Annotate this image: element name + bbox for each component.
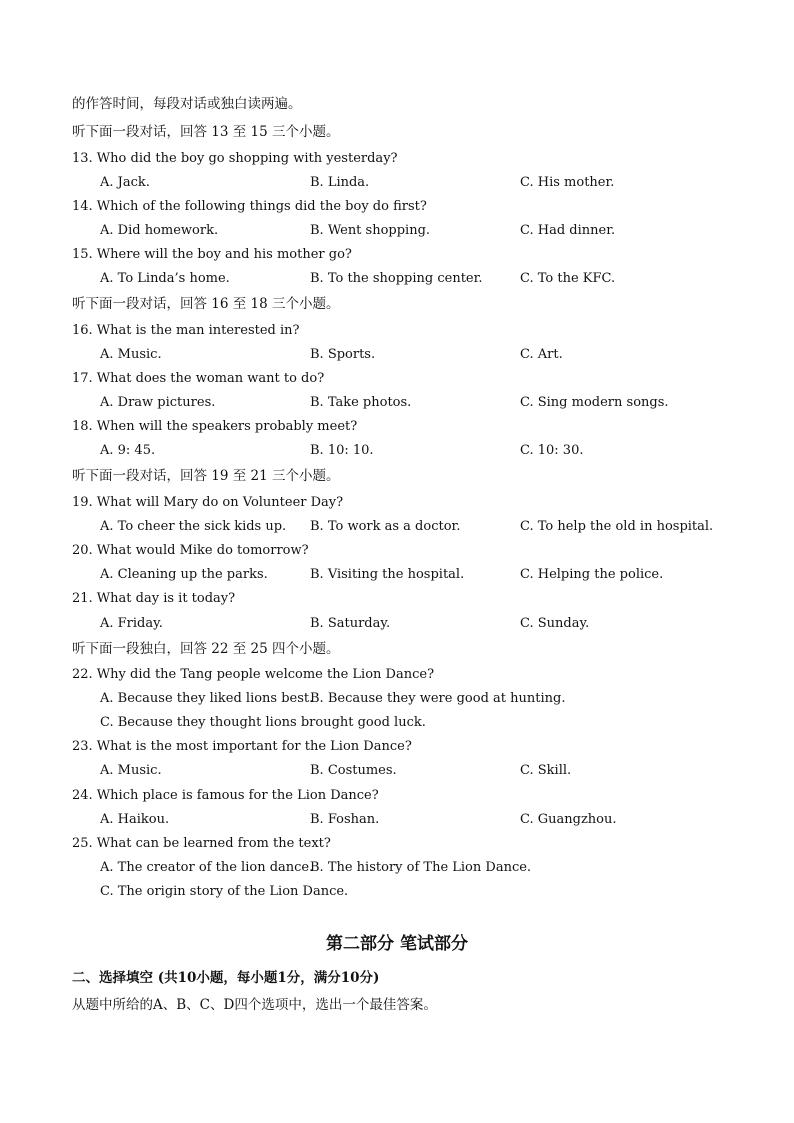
- option-20-c: C. Helping the police.: [520, 567, 664, 582]
- question-13: 13. Who did the boy go shopping with yesterday?: [72, 151, 398, 166]
- option-19-b: B. To work as a doctor.: [310, 519, 461, 534]
- option-24-a: A. Haikou.: [100, 812, 170, 827]
- option-19-c: C. To help the old in hospital.: [520, 519, 714, 534]
- option-20-b: B. Visiting the hospital.: [310, 567, 465, 582]
- question-15: 15. Where will the boy and his mother go?: [72, 247, 352, 262]
- section-instruction-2: 听下面一段对话，回答 16 至 18 三个小题。: [72, 296, 340, 312]
- option-20-a: A. Cleaning up the parks.: [100, 567, 268, 582]
- option-23-a: A. Music.: [100, 763, 162, 778]
- question-24: 24. Which place is famous for the Lion Dance?: [72, 788, 379, 803]
- option-25-b: B. The history of The Lion Dance.: [310, 860, 532, 875]
- question-20: 20. What would Mike do tomorrow?: [72, 543, 309, 558]
- option-16-c: C. Art.: [520, 347, 563, 362]
- option-15-c: C. To the KFC.: [520, 271, 616, 286]
- option-14-a: A. Did homework.: [100, 223, 219, 238]
- option-17-b: B. Take photos.: [310, 395, 412, 410]
- option-23-c: C. Skill.: [520, 763, 572, 778]
- option-24-b: B. Foshan.: [310, 812, 380, 827]
- option-19-a: A. To cheer the sick kids up.: [100, 519, 287, 534]
- option-16-a: A. Music.: [100, 347, 162, 362]
- question-19: 19. What will Mary do on Volunteer Day?: [72, 495, 344, 510]
- option-24-c: C. Guangzhou.: [520, 812, 617, 827]
- question-18: 18. When will the speakers probably meet?: [72, 419, 358, 434]
- option-16-b: B. Sports.: [310, 347, 376, 362]
- question-22: 22. Why did the Tang people welcome the Lion Dance?: [72, 667, 435, 682]
- option-13-b: B. Linda.: [310, 175, 370, 190]
- option-18-a: A. 9: 45.: [100, 443, 156, 458]
- option-21-b: B. Saturday.: [310, 616, 391, 631]
- option-22-b: B. Because they were good at hunting.: [310, 691, 566, 706]
- question-25: 25. What can be learned from the text?: [72, 836, 331, 851]
- section-instruction-1: 听下面一段对话，回答 13 至 15 三个小题。: [72, 124, 340, 140]
- option-13-c: C. His mother.: [520, 175, 615, 190]
- section2-instruction: 从题中所给的A、B、C、D四个选项中，选出一个最佳答案。: [72, 997, 437, 1013]
- option-18-b: B. 10: 10.: [310, 443, 374, 458]
- option-17-a: A. Draw pictures.: [100, 395, 216, 410]
- option-14-b: B. Went shopping.: [310, 223, 431, 238]
- option-21-a: A. Friday.: [100, 616, 163, 631]
- option-23-b: B. Costumes.: [310, 763, 397, 778]
- option-25-c: C. The origin story of the Lion Dance.: [100, 884, 349, 899]
- option-25-a: A. The creator of the lion dance.: [100, 860, 314, 875]
- section-instruction-3: 听下面一段对话，回答 19 至 21 三个小题。: [72, 468, 340, 484]
- question-16: 16. What is the man interested in?: [72, 323, 300, 338]
- option-22-a: A. Because they liked lions best.: [100, 691, 314, 706]
- section2-heading: 二、选择填空 (共10小题，每小题1分，满分10分): [72, 970, 380, 986]
- intro-text: 的作答时间，每段对话或独白读两遍。: [72, 96, 302, 112]
- option-21-c: C. Sunday.: [520, 616, 590, 631]
- question-17: 17. What does the woman want to do?: [72, 371, 325, 386]
- question-23: 23. What is the most important for the Lion Dance?: [72, 739, 412, 754]
- option-15-b: B. To the shopping center.: [310, 271, 483, 286]
- question-14: 14. Which of the following things did the boy do first?: [72, 199, 427, 214]
- question-21: 21. What day is it today?: [72, 591, 236, 606]
- option-17-c: C. Sing modern songs.: [520, 395, 669, 410]
- option-22-c: C. Because they thought lions brought good luck.: [100, 715, 426, 730]
- part-title: 第二部分 笔试部分: [326, 934, 468, 954]
- section-instruction-4: 听下面一段独白，回答 22 至 25 四个小题。: [72, 641, 340, 657]
- option-18-c: C. 10: 30.: [520, 443, 584, 458]
- option-13-a: A. Jack.: [100, 175, 150, 190]
- option-14-c: C. Had dinner.: [520, 223, 616, 238]
- option-15-a: A. To Linda’s home.: [100, 271, 230, 286]
